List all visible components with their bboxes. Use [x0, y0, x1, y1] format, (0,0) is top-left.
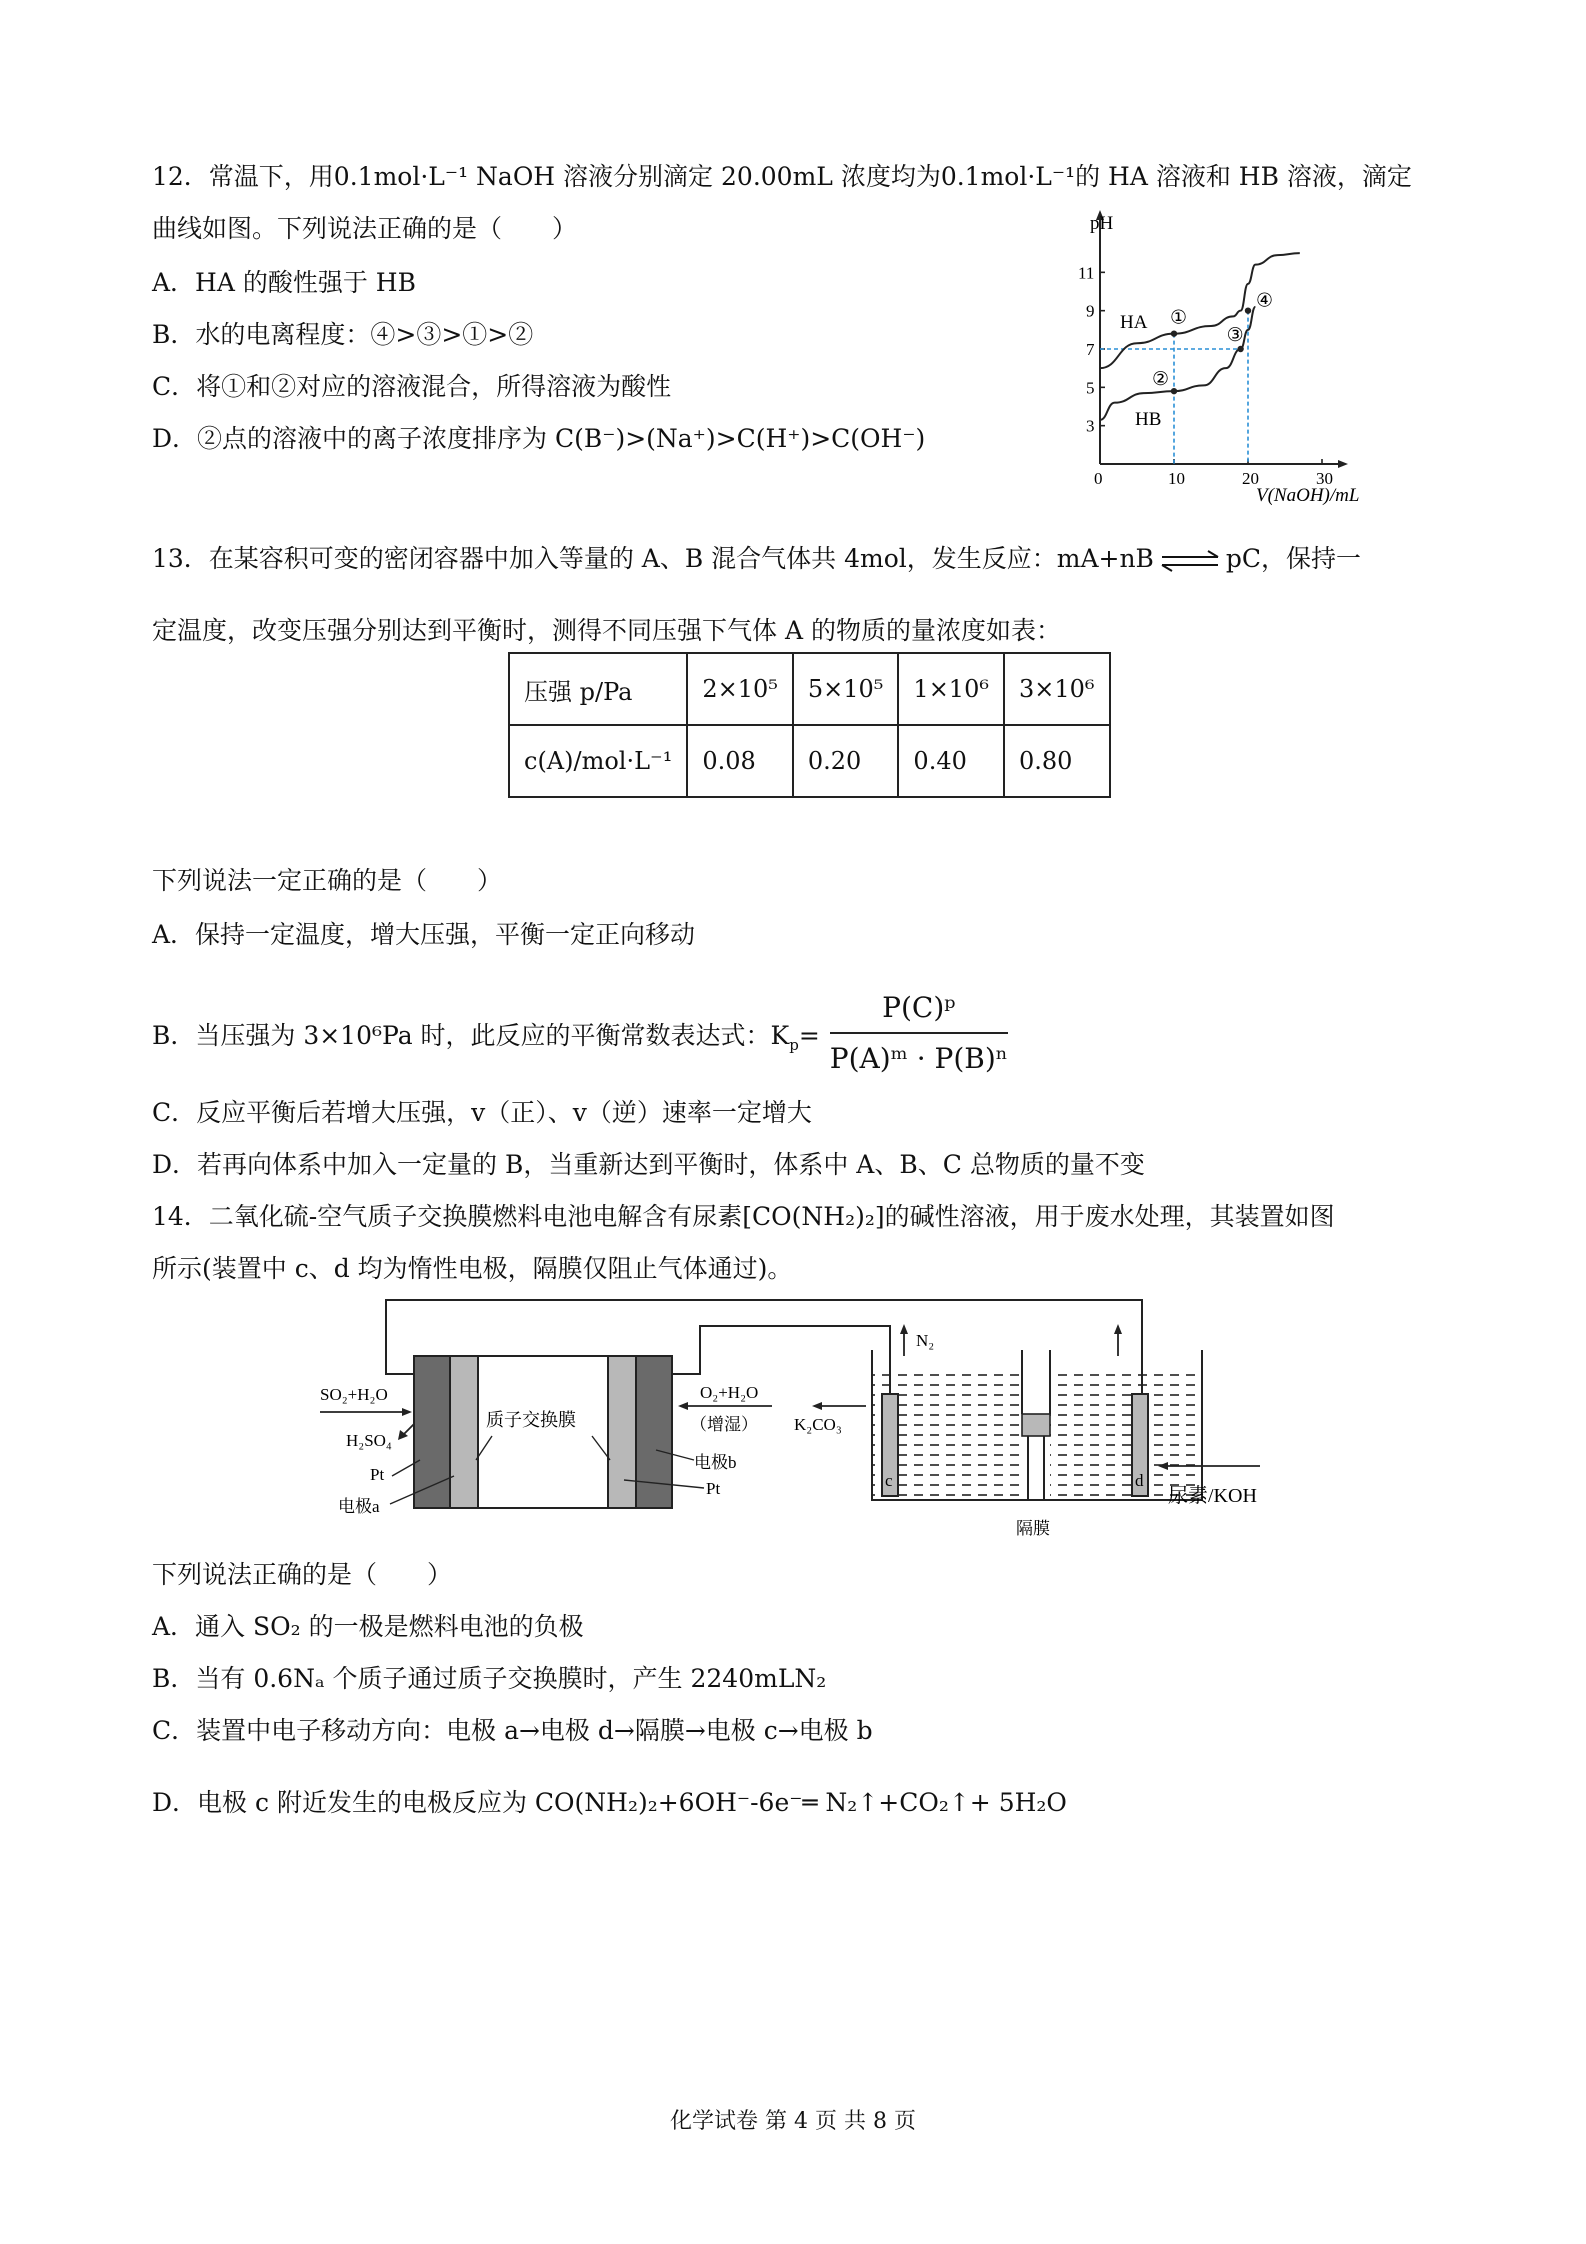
y-tick-label: 7	[1086, 340, 1095, 359]
table-header-concentration: c(A)/mol·L⁻¹	[509, 725, 687, 797]
q14-option-c: C．装置中电子移动方向：电极 a→电极 d→隔膜→电极 c→电极 b	[152, 1716, 873, 1745]
table-cell: 0.80	[1004, 725, 1110, 797]
right-solution	[1050, 1366, 1202, 1496]
label-pt-right: Pt	[706, 1479, 721, 1498]
q13-option-c: C．反应平衡后若增大压强，v（正）、v（逆）速率一定增大	[152, 1098, 812, 1127]
equilibrium-arrow-icon	[1158, 550, 1222, 572]
label-d: d	[1135, 1471, 1144, 1490]
label-separator: 隔膜	[1016, 1519, 1050, 1538]
data-point	[1237, 346, 1243, 352]
table-cell: 0.20	[793, 725, 899, 797]
label-so2: SO₂+H₂O	[320, 1385, 388, 1404]
point-label: ④	[1256, 290, 1274, 312]
point-label: ①	[1170, 307, 1188, 329]
q12-option-d: D．②点的溶液中的离子浓度排序为 C(B⁻)>(Na⁺)>C(H⁺)>C(OH⁻)	[152, 424, 926, 453]
label-c: c	[885, 1471, 893, 1490]
q14-option-b: B．当有 0.6Nₐ 个质子通过质子交换膜时，产生 2240mLN₂	[152, 1664, 827, 1693]
q12-option-a: A．HA 的酸性强于 HB	[152, 268, 416, 297]
label-membrane: 质子交换膜	[486, 1410, 576, 1430]
arrow-so2-head	[402, 1408, 412, 1416]
x-axis-arrow	[1338, 460, 1348, 468]
q13-question: 下列说法一定正确的是（ ）	[152, 866, 503, 895]
label-pt-left: Pt	[370, 1465, 385, 1484]
x-tick-label: 0	[1094, 469, 1103, 488]
data-point	[1171, 330, 1177, 336]
pt-layer-right	[608, 1356, 636, 1508]
q14-option-a: A．通入 SO₂ 的一极是燃料电池的负极	[152, 1612, 584, 1641]
table-cell: 1×10⁶	[898, 653, 1004, 725]
pt-layer-left	[450, 1356, 478, 1508]
proton-membrane	[478, 1356, 608, 1508]
pressure-table	[508, 652, 1111, 798]
q13-option-b-text: B．当压强为 3×10⁶Pa 时，此反应的平衡常数表达式：K	[152, 1021, 790, 1050]
q13-stem-line1-post: pC，保持一	[1225, 544, 1362, 573]
kp-equals: =	[798, 1021, 820, 1050]
y-tick-label: 9	[1086, 301, 1095, 321]
kp-numerator: P(C)ᵖ	[830, 986, 1008, 1034]
apparatus-diagram	[320, 1290, 1300, 1560]
x-tick-label: 20	[1242, 469, 1259, 488]
table-cell: 3×10⁶	[1004, 653, 1110, 725]
chart-ticks	[1078, 263, 1333, 488]
page-footer: 化学试卷 第 4 页 共 8 页	[670, 2109, 916, 2134]
q14-option-d: D．电极 c 附近发生的电极反应为 CO(NH₂)₂+6OH⁻-6e⁻═ N₂↑+CO₂↑+ 5H₂O	[152, 1788, 1067, 1817]
titration-chart	[1060, 208, 1400, 508]
table-row	[509, 653, 1110, 725]
arrow-k2co3-head	[812, 1402, 822, 1410]
label-o2: O₂+H₂O	[700, 1383, 759, 1402]
data-point	[1171, 388, 1177, 394]
chart-axes	[1096, 210, 1348, 468]
x-tick-label: 30	[1316, 469, 1333, 488]
kp-denominator: P(A)ᵐ · P(B)ⁿ	[829, 1042, 1008, 1075]
label-electrode-a: 电极a	[338, 1497, 380, 1516]
q14-question: 下列说法正确的是（ ）	[152, 1560, 453, 1589]
q12-option-b: B．水的电离程度：④>③>①>②	[152, 320, 534, 349]
table-header-pressure: 压强 p/Pa	[509, 653, 687, 725]
q13-stem-line2: 定温度，改变压强分别达到平衡时，测得不同压强下气体 A 的物质的量浓度如表：	[152, 616, 1061, 645]
q13-stem-line1-pre: 13．在某容积可变的密闭容器中加入等量的 A、B 混合气体共 4mol，发生反应：mA+nB	[152, 544, 1154, 573]
point-label: ③	[1226, 325, 1244, 346]
q12-stem-line1: 12．常温下，用0.1mol·L⁻¹ NaOH 溶液分别滴定 20.00mL 浓度均为0.1mol·L⁻¹的 HA 溶液和 HB 溶液，滴定	[152, 162, 1412, 191]
q13-option-d: D．若再向体系中加入一定量的 B，当重新达到平衡时，体系中 A、B、C 总物质的量不变	[152, 1150, 1145, 1179]
q13-option-a: A．保持一定温度，增大压强，平衡一定正向移动	[152, 920, 696, 949]
label-k2co3: K₂CO₃	[794, 1415, 842, 1434]
label-n2: N₂	[916, 1331, 935, 1350]
q12-stem-line2: 曲线如图。下列说法正确的是（ ）	[152, 214, 578, 243]
q13-option-b	[152, 990, 1008, 1085]
y-tick-label: 11	[1078, 263, 1095, 283]
chart-series	[1100, 253, 1300, 420]
y-tick-label: 3	[1086, 416, 1095, 436]
series-label-ha: HA	[1120, 312, 1148, 333]
table-cell: 0.08	[687, 725, 793, 797]
table-cell: 2×10⁵	[687, 653, 793, 725]
label-humid: （增湿）	[690, 1415, 758, 1434]
table-row	[509, 725, 1110, 797]
point-label: ②	[1152, 369, 1170, 391]
x-tick-label: 10	[1168, 469, 1185, 488]
arrow-right-gas-head	[1114, 1324, 1122, 1334]
label-h2so4: H₂SO₄	[346, 1431, 392, 1450]
kp-subscript: p	[789, 1036, 799, 1054]
label-electrode-b: 电极b	[694, 1453, 737, 1472]
series-label-hb: HB	[1135, 409, 1162, 430]
label-urea: 尿素/KOH	[1168, 1485, 1257, 1507]
y-tick-label: 5	[1086, 378, 1095, 398]
table-cell: 0.40	[898, 725, 1004, 797]
table-cell: 5×10⁵	[793, 653, 899, 725]
chart-ylabel: pH	[1090, 213, 1114, 234]
data-point	[1245, 307, 1251, 313]
q12-option-c: C．将①和②对应的溶液混合，所得溶液为酸性	[152, 372, 672, 401]
separator	[1022, 1414, 1050, 1436]
q14-stem-line2: 所示(装置中 c、d 均为惰性电极，隔膜仅阻止气体通过)。	[152, 1254, 793, 1283]
electrode-b	[636, 1356, 672, 1508]
arrow-n2-head	[900, 1324, 908, 1334]
chart-xlabel: V(NaOH)/mL	[1256, 485, 1360, 506]
q13-stem-line1	[152, 542, 1361, 576]
arrow-o2-head	[678, 1402, 688, 1410]
q14-stem-line1: 14．二氧化硫-空气质子交换膜燃料电池电解含有尿素[CO(NH₂)₂]的碱性溶液，用于废水处理，其装置如图	[152, 1202, 1335, 1231]
kp-fraction	[830, 986, 1008, 1081]
